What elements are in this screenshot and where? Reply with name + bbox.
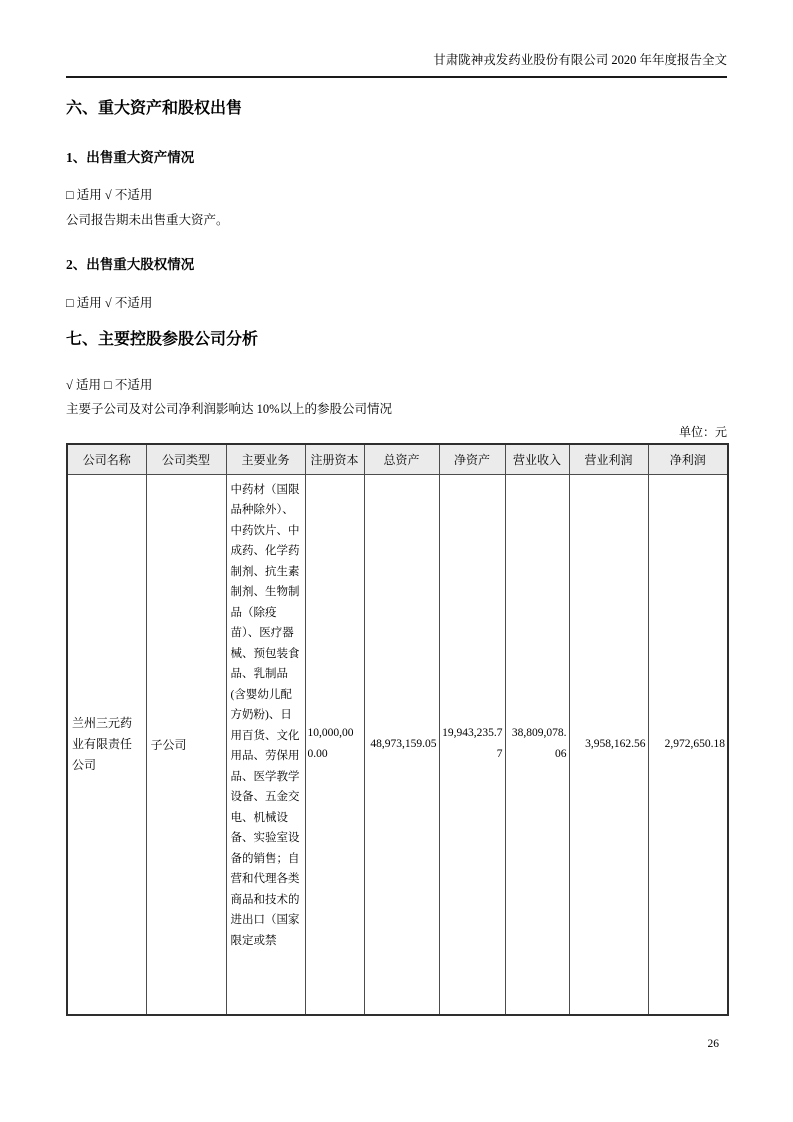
table-header-row <box>67 444 728 474</box>
cell-operating-profit: 3,958,162.56 <box>569 474 648 1015</box>
header-operating-profit: 营业利润 <box>569 444 648 474</box>
doc-header-title: 甘肃陇神戎发药业股份有限公司 2020 年年度报告全文 <box>433 53 727 67</box>
header-company-type: 公司类型 <box>146 444 226 474</box>
doc-header <box>66 52 727 78</box>
section6-sub1-applicability-line <box>66 187 727 203</box>
cell-registered-capital: 10,000,000.00 <box>305 474 364 1015</box>
cell-operating-revenue: 38,809,078.06 <box>505 474 569 1015</box>
section6-title: 六、重大资产和股权出售 <box>66 100 243 117</box>
cell-net-profit: 2,972,650.18 <box>648 474 728 1015</box>
table-row <box>67 474 728 1015</box>
cell-company-type: 子公司 <box>146 474 226 1015</box>
checkbox-empty-icon: □ <box>104 378 112 392</box>
not-applicable-label: 不适用 <box>114 188 153 202</box>
page-number: 26 <box>707 1038 719 1050</box>
checkbox-empty-icon: □ <box>66 188 74 202</box>
checkbox-empty-icon: □ <box>66 296 74 310</box>
section6-sub2-title: 2、出售重大股权情况 <box>66 257 195 272</box>
cell-company-name: 兰州三元药业有限责任公司 <box>67 474 146 1015</box>
section7-applicability-line <box>66 377 727 393</box>
header-net-assets: 净资产 <box>439 444 505 474</box>
applicable-label: 适用 <box>76 296 102 310</box>
cell-net-assets: 19,943,235.77 <box>439 474 505 1015</box>
header-total-assets: 总资产 <box>364 444 439 474</box>
header-operating-revenue: 营业收入 <box>505 444 569 474</box>
applicable-label: 适用 <box>76 188 102 202</box>
header-registered-capital: 注册资本 <box>305 444 364 474</box>
section6-sub2-applicability-line <box>66 295 727 311</box>
section6-sub1-note: 公司报告期未出售重大资产。 <box>66 213 229 227</box>
section7-intro: 主要子公司及对公司净利润影响达 10%以上的参股公司情况 <box>66 402 393 416</box>
unit-label: 单位：元 <box>678 425 727 439</box>
cell-main-business: 中药材（国限品种除外）、中药饮片、中成药、化学药制剂、抗生素制剂、生物制品（除疫苗）、医疗器械、预包装食品、乳制品(含婴幼儿配方奶粉)、日用百货、文化用品、劳保用品、医学教学设备、五金交电、机械设备、实验室设备的销售；自营和代理各类商品和技术的进出口（国家限定或禁 <box>226 474 305 1015</box>
section7-title: 七、主要控股参股公司分析 <box>66 331 259 348</box>
header-net-profit: 净利润 <box>648 444 728 474</box>
header-company-name: 公司名称 <box>67 444 146 474</box>
checkmark-icon: √ <box>66 378 73 392</box>
applicable-label: 适用 <box>76 378 102 392</box>
not-applicable-label: 不适用 <box>114 378 153 392</box>
checkmark-icon: √ <box>104 296 112 310</box>
header-main-business: 主要业务 <box>226 444 305 474</box>
section6-sub1-title: 1、出售重大资产情况 <box>66 150 195 165</box>
subsidiaries-table <box>66 443 729 1016</box>
cell-total-assets: 48,973,159.05 <box>364 474 439 1015</box>
checkmark-icon: √ <box>104 188 112 202</box>
not-applicable-label: 不适用 <box>114 296 153 310</box>
